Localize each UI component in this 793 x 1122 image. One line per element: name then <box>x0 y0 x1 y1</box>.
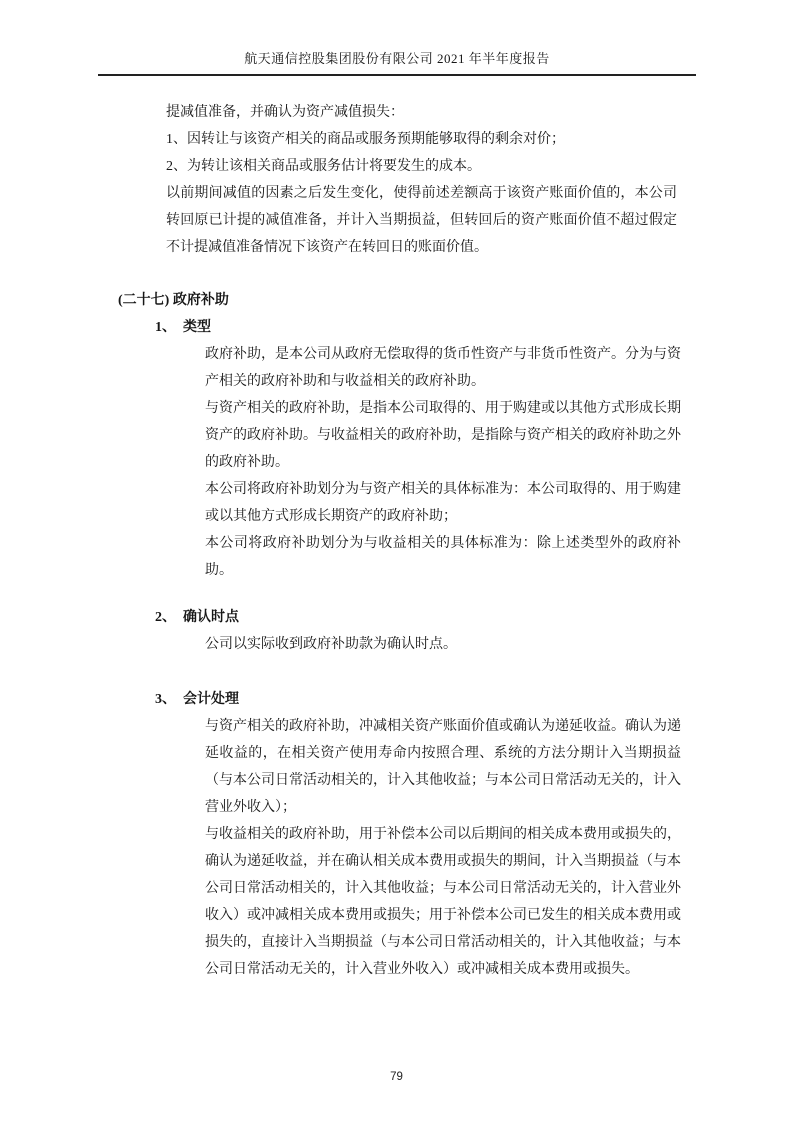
item-number: 1、 <box>155 320 176 335</box>
numbered-item-accounting-treatment <box>0 686 793 983</box>
paragraph: 政府补助，是本公司从政府无偿取得的货币性资产与非货币性资产。分为与资产相关的政府补助和与收益相关的政府补助。 <box>205 347 681 389</box>
paragraph-line: 1、因转让与该资产相关的商品或服务预期能够取得的剩余对价； <box>166 132 565 147</box>
paragraph: 与资产相关的政府补助，是指本公司取得的、用于购建或以其他方式形成长期资产的政府补助。与收益相关的政府补助，是指除与资产相关的政府补助之外的政府补助。 <box>205 401 681 470</box>
numbered-item-recognition-time <box>0 604 793 658</box>
paragraph: 公司以实际收到政府补助款为确认时点。 <box>205 637 457 652</box>
item-title: 类型 <box>183 320 211 335</box>
page-number: 79 <box>390 1071 403 1083</box>
item-body <box>205 631 681 658</box>
paragraph-line: 2、为转让该相关商品或服务估计将要发生的成本。 <box>166 159 481 174</box>
item-heading <box>155 314 793 341</box>
numbered-item-type <box>0 314 793 584</box>
item-body <box>205 341 681 584</box>
report-title: 航天通信控股集团股份有限公司 2021 年半年度报告 <box>244 51 550 66</box>
item-number: 3、 <box>155 692 176 707</box>
intro-paragraphs <box>166 99 677 261</box>
section-heading-government-grants: (二十七) 政府补助 <box>118 293 229 308</box>
paragraph-line: 提减值准备，并确认为资产减值损失： <box>166 105 404 120</box>
paragraph: 本公司将政府补助划分为与收益相关的具体标准为：除上述类型外的政府补助。 <box>205 536 681 578</box>
item-title: 确认时点 <box>183 610 239 625</box>
item-title: 会计处理 <box>183 692 239 707</box>
page-header <box>98 0 696 76</box>
paragraph: 与收益相关的政府补助，用于补偿本公司以后期间的相关成本费用或损失的，确认为递延收益，并在确认相关成本费用或损失的期间，计入当期损益（与本公司日常活动相关的，计入其他收益；与本公司日常活动无关的，计入营业外收入）或冲减相关成本费用或损失；用于补偿本公司已发生的相关成本费用或损失的，直接计入当期损益（与本公司日常活动相关的，计入其他收益；与本公司日常活动无关的，计入营业外收入）或冲减相关成本费用或损失。 <box>205 827 681 977</box>
item-body <box>205 713 681 983</box>
page-content <box>0 99 793 983</box>
paragraph: 本公司将政府补助划分为与资产相关的具体标准为：本公司取得的、用于购建或以其他方式形成长期资产的政府补助； <box>205 482 681 524</box>
item-heading <box>155 686 793 713</box>
item-heading <box>155 604 793 631</box>
item-number: 2、 <box>155 610 176 625</box>
page-footer <box>0 1070 793 1084</box>
paragraph: 与资产相关的政府补助，冲减相关资产账面价值或确认为递延收益。确认为递延收益的，在相关资产使用寿命内按照合理、系统的方法分期计入当期损益（与本公司日常活动相关的，计入其他收益；与本公司日常活动无关的，计入营业外收入）； <box>205 719 681 815</box>
paragraph: 以前期间减值的因素之后发生变化，使得前述差额高于该资产账面价值的，本公司转回原已计提的减值准备，并计入当期损益，但转回后的资产账面价值不超过假定不计提减值准备情况下该资产在转回日的账面价值。 <box>166 186 677 255</box>
